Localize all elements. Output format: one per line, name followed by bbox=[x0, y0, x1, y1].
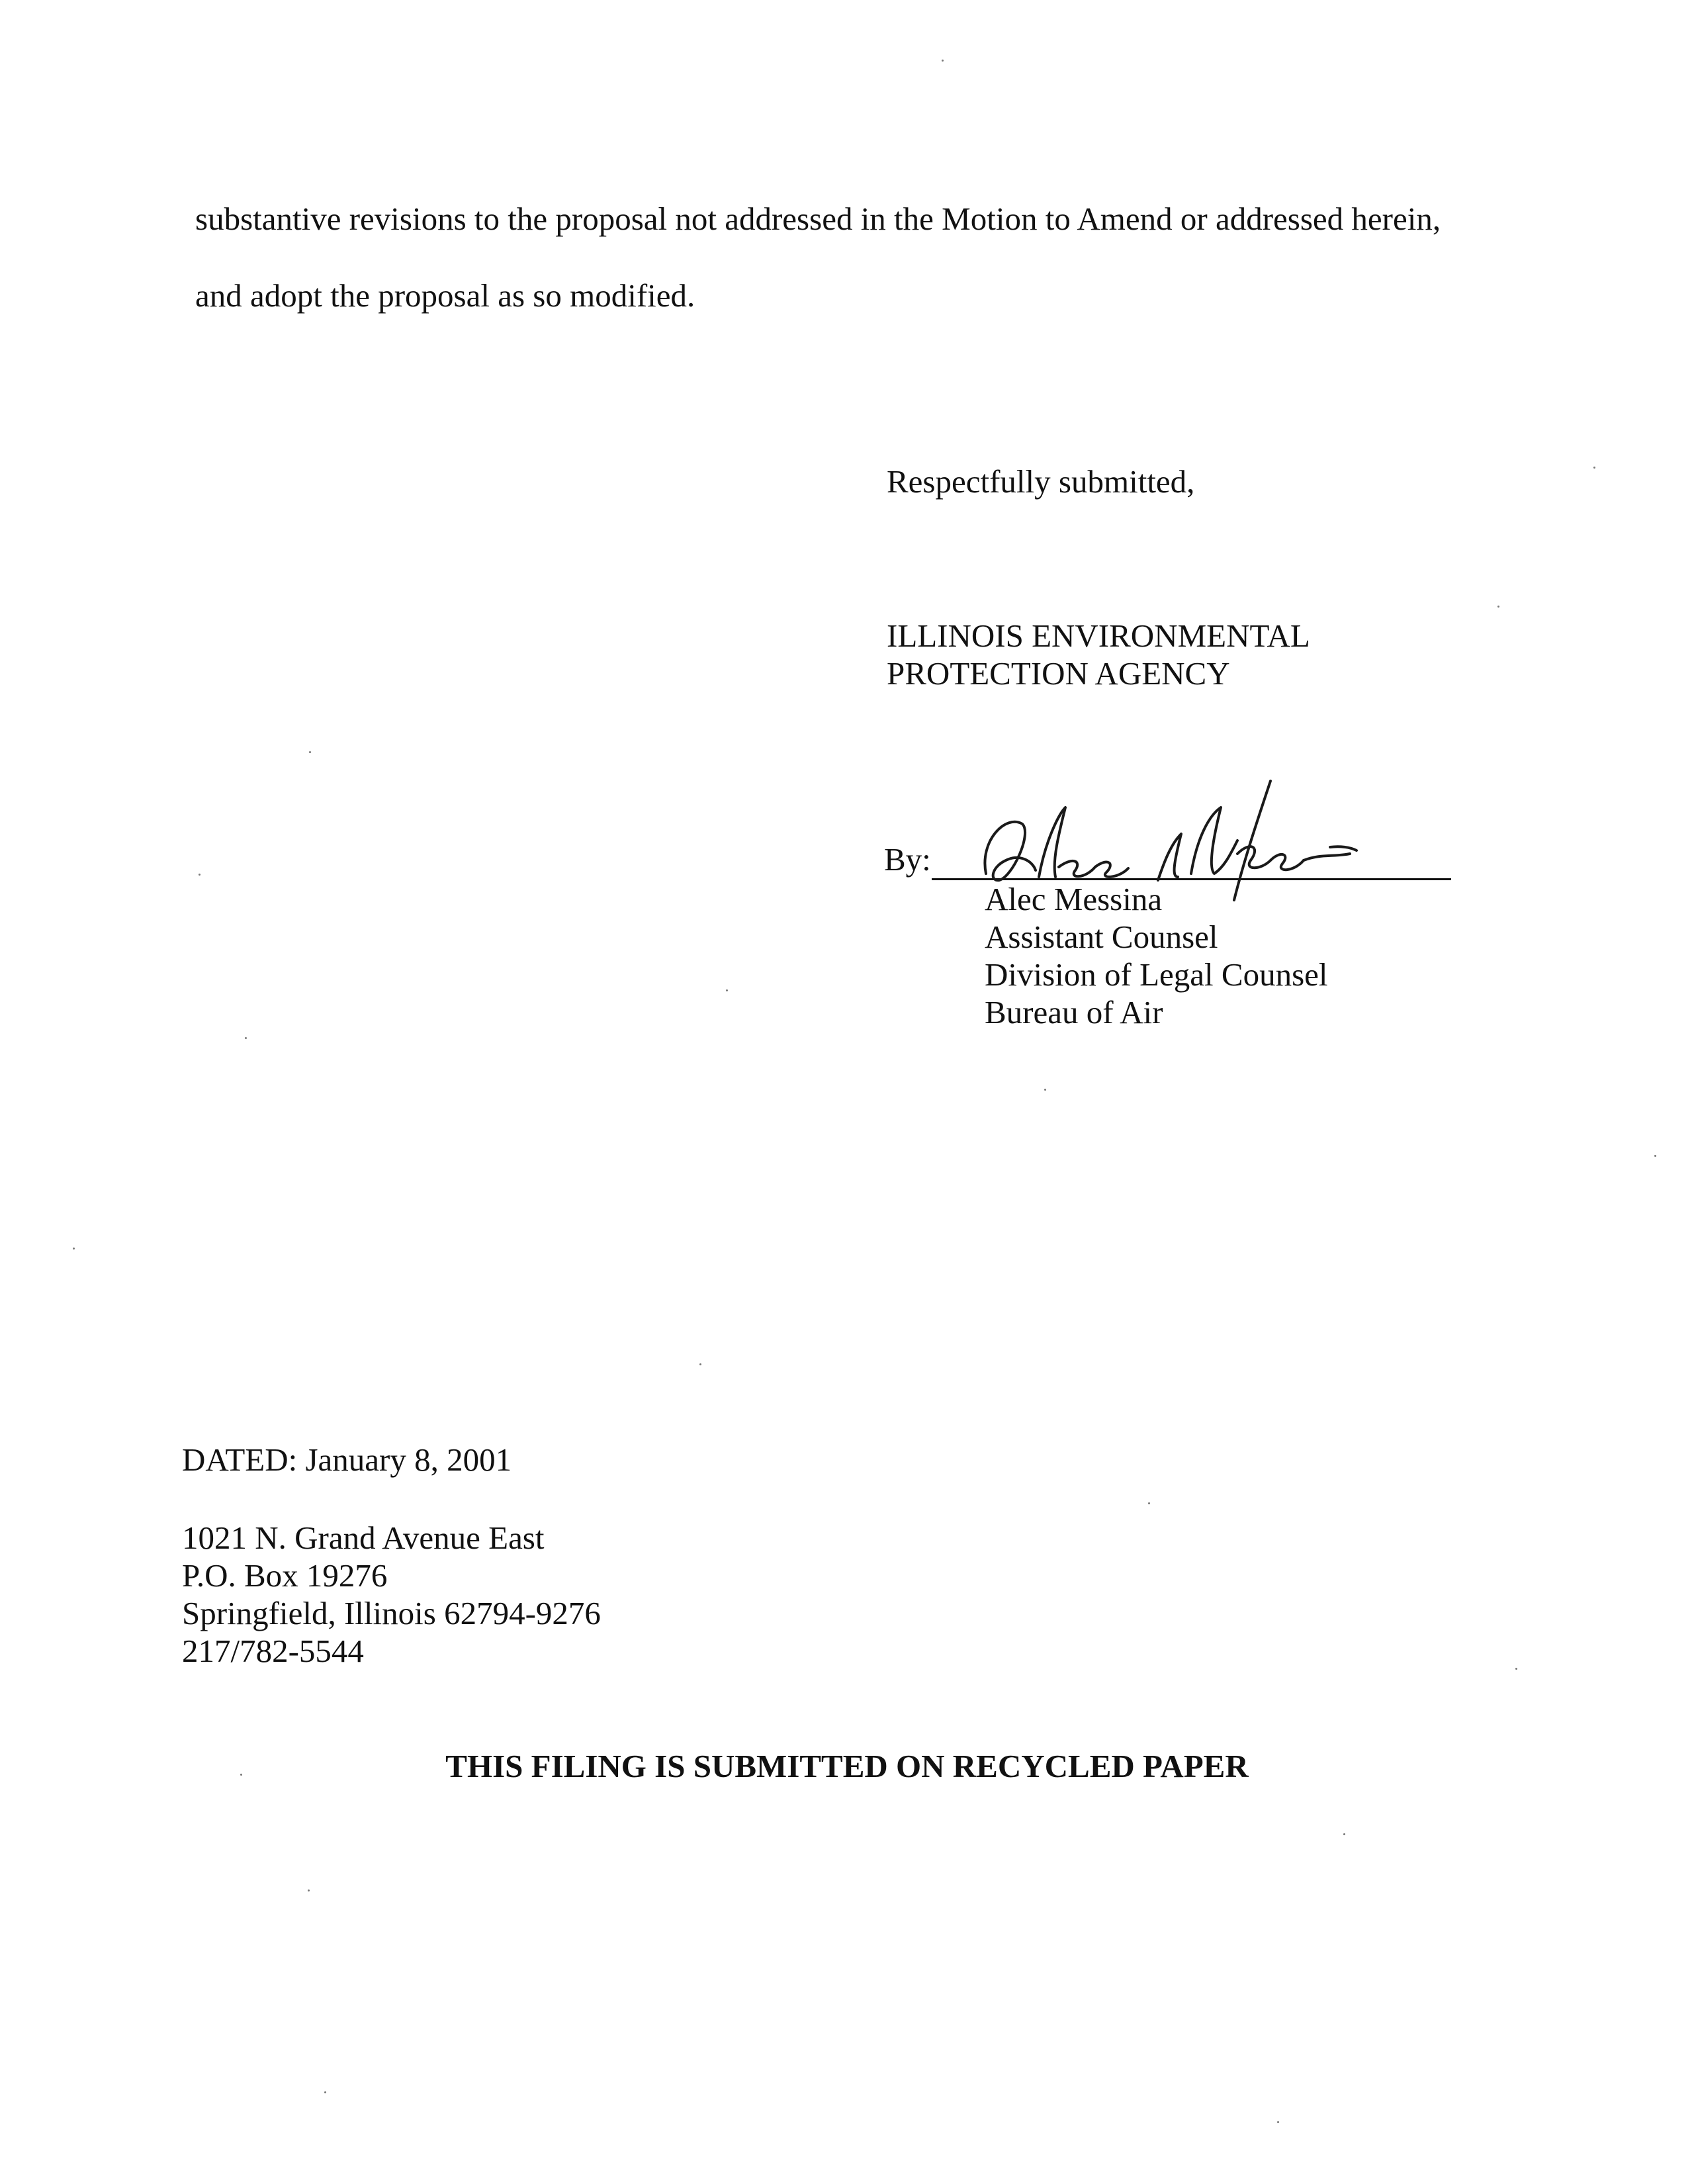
scan-speck bbox=[308, 1889, 310, 1891]
scan-speck bbox=[309, 751, 311, 753]
signer-title: Assistant Counsel bbox=[985, 919, 1218, 955]
address-line-4: 217/782-5544 bbox=[182, 1633, 364, 1669]
scan-speck bbox=[245, 1037, 247, 1039]
agency-name-line-1: ILLINOIS ENVIRONMENTAL bbox=[887, 617, 1310, 654]
scan-speck bbox=[1593, 467, 1595, 469]
closing-salutation: Respectfully submitted, bbox=[887, 463, 1195, 500]
scan-speck bbox=[1497, 606, 1499, 608]
scan-speck bbox=[1044, 1089, 1046, 1091]
scan-speck bbox=[1343, 1833, 1345, 1835]
agency-name-line-2: PROTECTION AGENCY bbox=[887, 655, 1230, 692]
scan-speck bbox=[726, 989, 728, 991]
scan-speck bbox=[942, 60, 944, 62]
body-paragraph-line-1: substantive revisions to the proposal not addressed in the Motion to Amend or addressed herein, bbox=[195, 201, 1441, 237]
address-line-1: 1021 N. Grand Avenue East bbox=[182, 1520, 545, 1556]
signer-division: Division of Legal Counsel bbox=[985, 956, 1328, 993]
scan-speck bbox=[73, 1248, 75, 1250]
address-line-2: P.O. Box 19276 bbox=[182, 1557, 388, 1594]
scan-speck bbox=[1654, 1155, 1656, 1157]
dated-line: DATED: January 8, 2001 bbox=[182, 1441, 512, 1478]
by-label: By: bbox=[884, 841, 931, 878]
signer-name: Alec Messina bbox=[985, 881, 1163, 917]
scan-speck bbox=[699, 1363, 701, 1365]
scan-speck bbox=[240, 1774, 242, 1776]
signer-bureau: Bureau of Air bbox=[985, 994, 1163, 1030]
address-line-3: Springfield, Illinois 62794-9276 bbox=[182, 1595, 601, 1631]
recycled-paper-notice: THIS FILING IS SUBMITTED ON RECYCLED PAPER bbox=[445, 1748, 1249, 1784]
scan-speck bbox=[1277, 2121, 1279, 2123]
scan-speck bbox=[1148, 1502, 1150, 1504]
body-paragraph-line-2: and adopt the proposal as so modified. bbox=[195, 277, 695, 314]
scan-speck bbox=[1515, 1668, 1517, 1670]
scan-speck bbox=[324, 2091, 326, 2093]
scan-speck bbox=[199, 874, 201, 876]
